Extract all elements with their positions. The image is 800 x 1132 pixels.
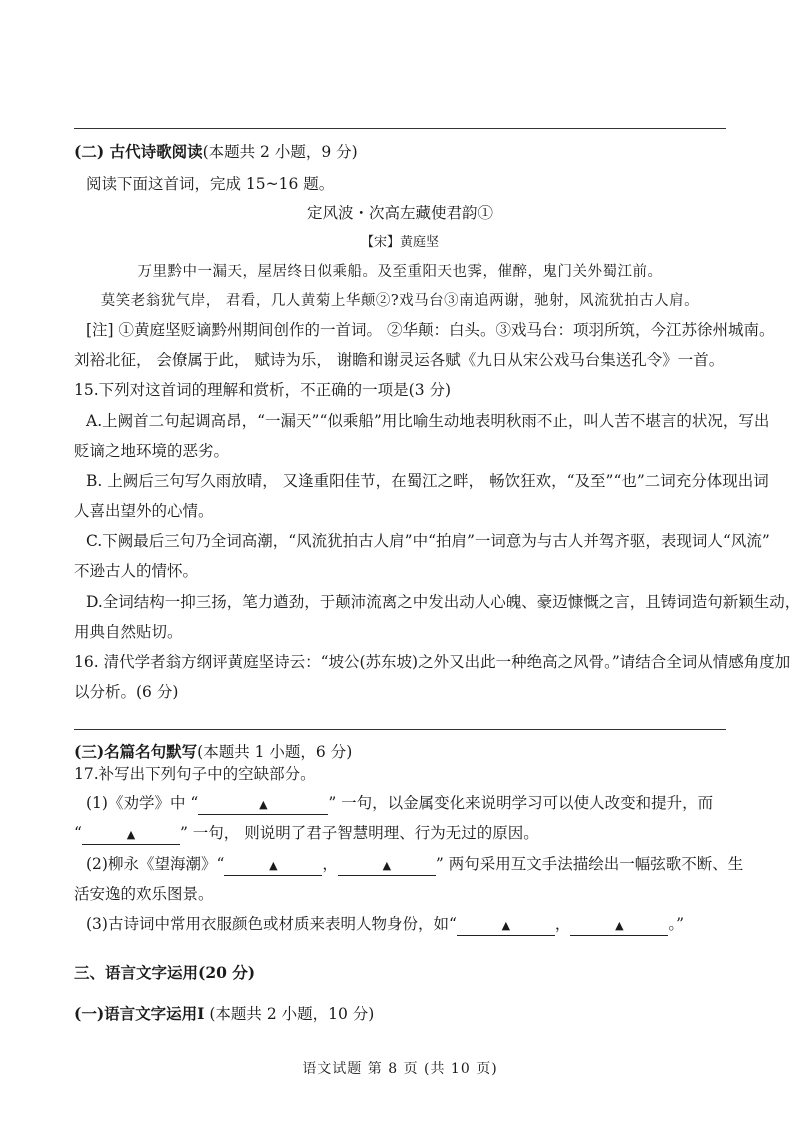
instruction: 阅读下面这首词，完成 15~16 题。 bbox=[86, 175, 335, 193]
option-c-cont: 不逊古人的情怀。 bbox=[74, 562, 199, 580]
fill-item-1-cont: “ ▲ ” 一句， 则说明了君子智慧明理、行为无过的原因。 bbox=[74, 821, 726, 845]
question-16: 16. 清代学者翁方纲评黄庭坚诗云：“坡公(苏东坡)之外又出此一种绝高之风骨。”请结合全词从情感角度加 bbox=[74, 653, 791, 671]
answer-blank[interactable]: ▲ bbox=[198, 795, 328, 815]
subsection-note: (本题共 2 小题，10 分) bbox=[209, 1005, 375, 1023]
option-d-cont: 用典自然贴切。 bbox=[74, 623, 183, 641]
subsection-heading bbox=[74, 1002, 726, 1026]
section-title: (二) 古代诗歌阅读 bbox=[74, 142, 203, 161]
poem-line: 莫笑老翁犹气岸， 君看，几人黄菊上华颠②?戏马台③南追两谢，驰射，风流犹拍古人肩。 bbox=[100, 293, 700, 309]
section-title: (三)名篇名句默写 bbox=[74, 742, 198, 761]
option-a: A.上阙首二句起调高昂，“一漏天”“似乘船”用比喻生动地表明秋雨不止，叫人苦不堪言的状况，写出 bbox=[86, 412, 770, 430]
answer-blank[interactable]: ▲ bbox=[224, 856, 322, 876]
section-heading bbox=[74, 140, 726, 164]
top-divider bbox=[74, 128, 726, 129]
answer-blank[interactable]: ▲ bbox=[338, 856, 436, 876]
annotation-line: [注] ①黄庭坚贬谪黔州期间创作的一首词。 ②华颠：白头。③戏马台：项羽所筑，今江苏徐州城南。 bbox=[86, 321, 775, 339]
subsection-title: (一)语言文字运用Ⅰ bbox=[74, 1004, 205, 1023]
question-15-stem: 15.下列对这首词的理解和赏析，不正确的一项是(3 分) bbox=[74, 381, 452, 399]
answer-blank[interactable]: ▲ bbox=[570, 916, 668, 936]
section-heading bbox=[74, 740, 726, 764]
fill-item-2-cont: 活安逸的欢乐图景。 bbox=[74, 885, 214, 903]
option-c: C.下阙最后三句乃全词高潮，“风流犹拍古人肩”中“拍肩”一词意为与古人并驾齐驱，表现词人“风流” bbox=[86, 532, 770, 550]
option-b: B. 上阙后三句写久雨放晴， 又逢重阳佳节，在蜀江之畔， 畅饮狂欢，“及至”“也”二词充分体现出词 bbox=[86, 472, 769, 490]
poem-title: 定风波・次高左藏使君韵① bbox=[306, 204, 493, 222]
part-heading: 三、语言文字运用(20 分) bbox=[74, 963, 256, 982]
question-16-cont: 以分析。(6 分) bbox=[74, 683, 179, 701]
option-a-cont: 贬谪之地环境的恶劣。 bbox=[74, 442, 230, 460]
section-note: (本题共 2 小题，9 分) bbox=[202, 143, 358, 161]
fill-item-3: (3)古诗词中常用衣服颜色或材质来表明人物身份，如“ ▲ ， ▲ 。” bbox=[86, 912, 726, 936]
answer-blank[interactable]: ▲ bbox=[457, 916, 555, 936]
fill-item-2: (2)柳永《望海潮》“ ▲ ， ▲ ” 两句采用互文手法描绘出一幅弦歌不断、生 bbox=[86, 852, 726, 876]
section-note: (本题共 1 小题，6 分) bbox=[197, 743, 353, 761]
option-d: D.全词结构一抑三扬，笔力遒劲，于颠沛流离之中发出动人心魄、豪迈慷慨之言，且铸词造句新颖生动， bbox=[86, 593, 800, 611]
annotation-line: 刘裕北征， 会僚属于此， 赋诗为乐， 谢瞻和谢灵运各赋《九日从宋公戏马台集送孔令》一首。 bbox=[74, 351, 725, 369]
page-footer: 语文试题 第 8 页 (共 10 页) bbox=[302, 1061, 498, 1077]
poem-line: 万里黔中一漏天，屋居终日似乘船。及至重阳天也霁，催醉，鬼门关外蜀江前。 bbox=[137, 264, 663, 280]
fill-item-1: (1)《劝学》中 “ ▲ ” 一句，以金属变化来说明学习可以使人改变和提升，而 bbox=[86, 791, 726, 815]
answer-blank[interactable]: ▲ bbox=[82, 825, 180, 845]
question-17: 17.补写出下列句子中的空缺部分。 bbox=[74, 765, 316, 783]
middle-divider bbox=[74, 729, 726, 730]
option-b-cont: 人喜出望外的心情。 bbox=[74, 502, 214, 520]
poem-author: 【宋】黄庭坚 bbox=[360, 235, 439, 250]
